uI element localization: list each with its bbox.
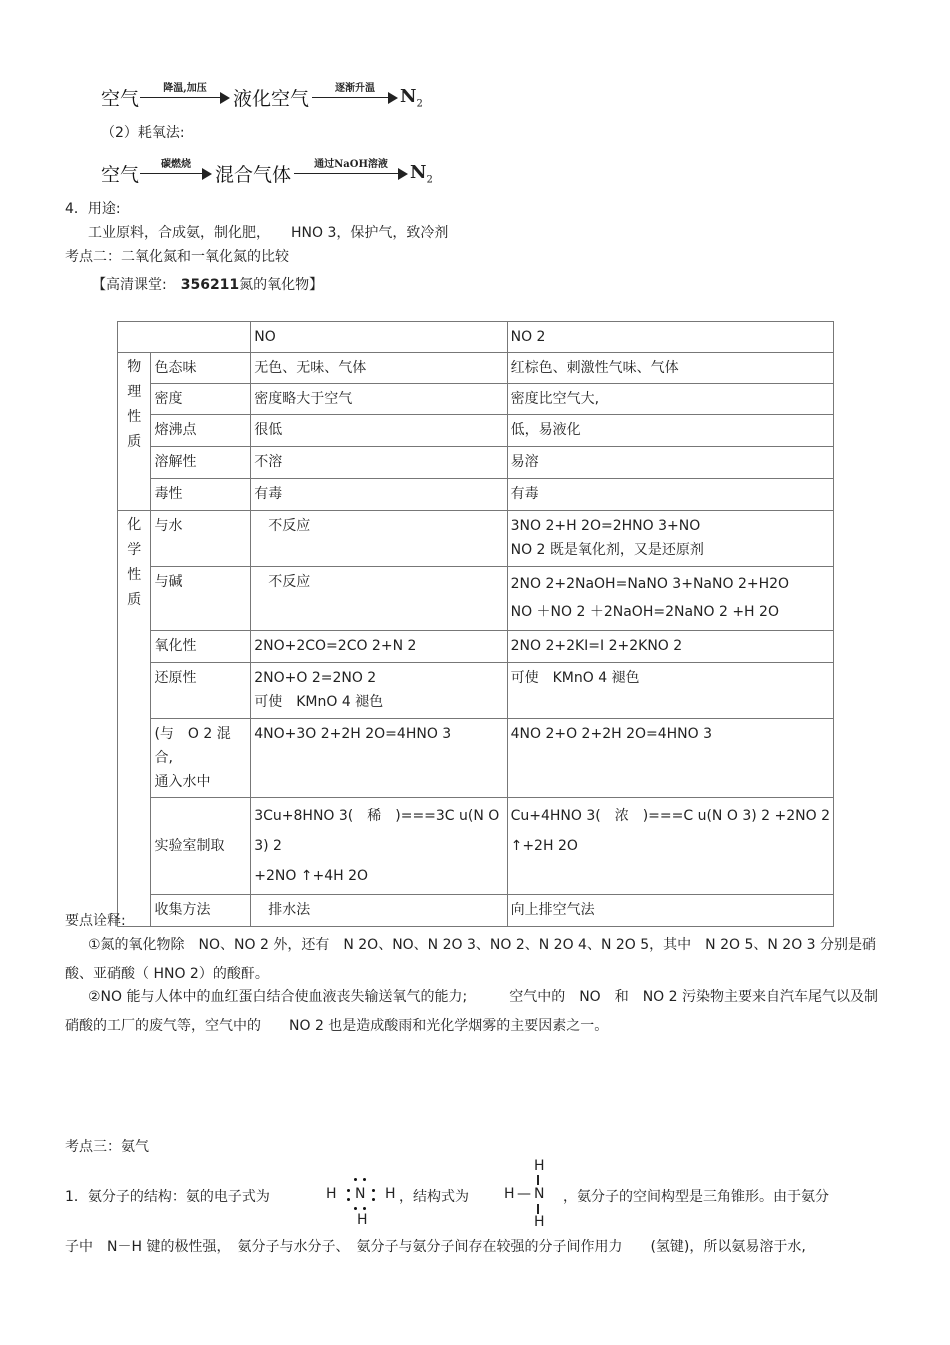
atom-h-bottom: H — [357, 1212, 368, 1228]
atom-n: N — [355, 1186, 366, 1202]
group-physical: 物 理 性 质 — [118, 353, 151, 511]
kaodian3-heading: 考点三：氨气 — [65, 1139, 149, 1155]
atom-h-left: H — [326, 1186, 337, 1202]
method2-label: （2）耗氧法: — [101, 125, 185, 141]
hd-class-code: 356211 — [180, 277, 240, 293]
comparison-table — [117, 321, 834, 927]
bond-vertical — [537, 1204, 539, 1214]
electron-dot — [363, 1178, 366, 1181]
ammonia-mid: ，结构式为 — [399, 1189, 469, 1205]
electron-dot — [354, 1207, 357, 1210]
electron-dot — [354, 1178, 357, 1181]
process2-arrow2 — [294, 158, 408, 182]
process2-start: 空气 — [101, 164, 140, 186]
uses-text: 工业原料，合成氨，制化肥， HNO 3，保护气，致冷剂 — [88, 225, 449, 241]
structural-formula — [504, 1158, 554, 1234]
atom-h-right: H — [385, 1186, 396, 1202]
process1-arrow1 — [140, 82, 230, 106]
table-row: 毒性 有毒 有毒 — [118, 479, 834, 511]
point-1: ①氮的氧化物除 NO、NO 2 外，还有 N 2O、NO、N 2O 3、NO 2、N 2O 4、N 2O 5，其中 N 2O 5、N 2O 3 分别是硝酸、亚硝酸（ HNO 2）的酸酐。 — [65, 937, 877, 982]
atom-h-left: H — [504, 1186, 515, 1202]
electron-formula — [326, 1172, 398, 1232]
ammonia-prefix: 1．氨分子的结构：氨的电子式为 — [65, 1189, 270, 1205]
electron-dot — [372, 1189, 375, 1192]
header-no: NO — [251, 322, 507, 353]
kaodian2-heading: 考点二：二氧化氮和一氧化氮的比较 — [65, 249, 289, 265]
ammonia-next-line: 子中 N－H 键的极性强， 氨分子与水分子、 氨分子与氨分子间存在较强的分子间作用力 (氢键)，所以氨易溶于水, — [65, 1239, 806, 1255]
atom-h-top: H — [534, 1158, 545, 1174]
atom-n: N — [534, 1186, 545, 1202]
table-header-row — [118, 322, 834, 353]
header-no2: NO 2 — [507, 322, 833, 353]
arrow-right-icon — [220, 92, 230, 104]
process2-arrow1 — [140, 158, 212, 182]
table-row: 熔沸点 很低 低，易液化 — [118, 415, 834, 447]
table-row: 收集方法 排水法 向上排空气法 — [118, 895, 834, 927]
group-chemical: 化 学 性 质 — [118, 511, 151, 927]
process2-arrow2-label: 通过NaOH溶液 — [314, 159, 388, 170]
table-row: 与碱 不反应 2NO 2+2NaOH=NaNO 3+NaNO 2+H2O NO ＋NO 2 ＋2NaOH=2NaNO 2 +H 2O — [118, 567, 834, 631]
process2-end: $N_2$ — [410, 162, 433, 186]
process2-arrow1-label: 碳燃烧 — [161, 159, 191, 170]
electron-dot — [347, 1198, 350, 1201]
uses-heading: 4．用途: — [65, 201, 121, 217]
table-row: 氧化性 2NO+2CO=2CO 2+N 2 2NO 2+2KI=I 2+2KNO 2 — [118, 631, 834, 663]
arrow-right-icon — [388, 92, 398, 104]
table-row: 溶解性 不溶 易溶 — [118, 447, 834, 479]
point-2: ②NO 能与人体中的血红蛋白结合使血液丧失输送氧气的能力; 空气中的 NO 和 NO 2 污染物主要来自汽车尾气以及制硝酸的工厂的废气等，空气中的 NO 2 也是造成酸雨和光化学烟雾的主要因素之一。 — [65, 989, 878, 1034]
process1-arrow2-label: 逐渐升温 — [335, 83, 375, 94]
hd-class: 【高清课堂: 356211氮的氧化物】 — [92, 277, 324, 293]
process1-arrow1-label: 降温,加压 — [163, 83, 207, 94]
table-row: 物 理 性 质 色态味 无色、无味、气体 红棕色、刺激性气味、气体 — [118, 353, 834, 384]
arrow-right-icon — [398, 168, 408, 180]
process1-end: $N_2$ — [400, 86, 423, 110]
electron-dot — [347, 1189, 350, 1192]
points-heading: 要点诠释: — [65, 913, 126, 929]
electron-dot — [363, 1207, 366, 1210]
table-row: (与 O 2 混合, 通入水中 4NO+3O 2+2H 2O=4HNO 3 4NO 2+O 2+2H 2O=4HNO 3 — [118, 719, 834, 798]
table-row: 化 学 性 质 与水 不反应 3NO 2+H 2O=2HNO 3+NO NO 2 既是氧化剂，又是还原剂 — [118, 511, 834, 567]
electron-dot — [372, 1198, 375, 1201]
atom-h-bottom: H — [534, 1214, 545, 1230]
ammonia-suffix: ，氨分子的空间构型是三角锥形。由于氨分 — [563, 1189, 829, 1205]
table-row: 还原性 2NO+O 2=2NO 2 可使 KMnO 4 褪色 可使 KMnO 4 褪色 — [118, 663, 834, 719]
bond-vertical — [537, 1175, 539, 1185]
bond-horizontal: — — [517, 1186, 531, 1202]
table-row: 实验室制取 3Cu+8HNO 3( 稀 )===3C u(N O 3) 2 +2NO ↑+4H 2O Cu+4HNO 3( 浓 )===C u(N O 3) 2 +2NO 2 ↑+2H 2O — [118, 798, 834, 895]
process1-mid: 液化空气 — [233, 88, 310, 110]
process2-mid: 混合气体 — [215, 164, 292, 186]
process1-start: 空气 — [101, 88, 140, 110]
arrow-right-icon — [202, 168, 212, 180]
process1-arrow2 — [312, 82, 398, 106]
table-row: 密度 密度略大于空气 密度比空气大, — [118, 384, 834, 415]
